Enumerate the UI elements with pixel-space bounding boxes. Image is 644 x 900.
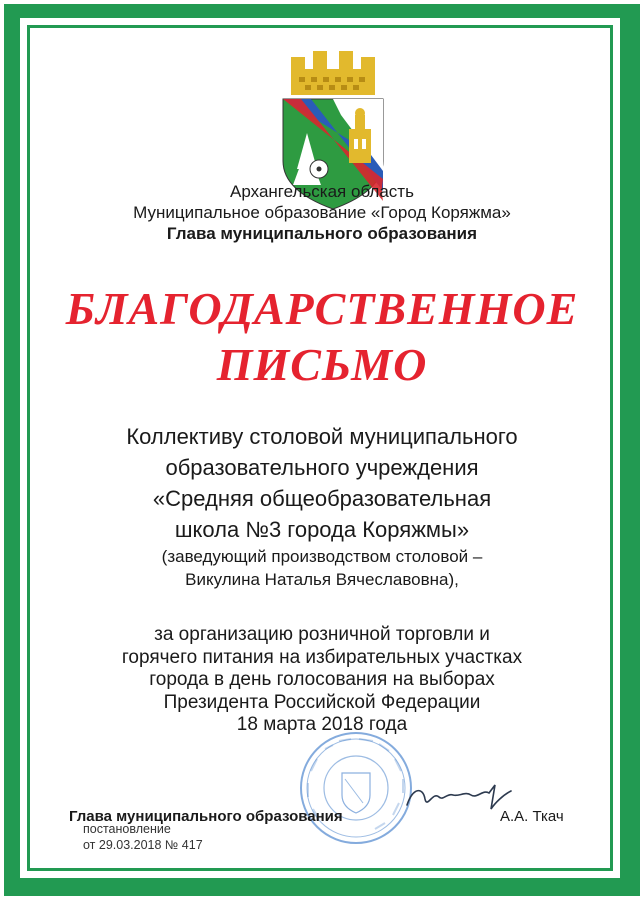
reason-line-5: 18 марта 2018 года <box>236 714 408 735</box>
certificate-document <box>33 31 611 871</box>
recipient-line-4: школа №3 города Коряжмы» <box>174 517 470 542</box>
reason-line-4: Президента Российской Федерации <box>163 691 481 713</box>
title-line-1: БЛАГОДАРСТВЕННОЕ <box>65 283 579 334</box>
reason-line-3: города в день голосования на выборах <box>149 669 495 690</box>
region-line: Архангельская область <box>230 182 414 201</box>
reason-line-1: за организацию розничной торговли и <box>154 624 490 645</box>
recipient-note-1: (заведующий производством столовой – <box>161 547 483 566</box>
recipient-line-1: Коллективу столовой муниципального <box>126 424 518 449</box>
issuer-header <box>33 181 611 244</box>
title-line-2: ПИСЬМО <box>216 339 428 390</box>
reason-block <box>33 624 611 737</box>
official-seal-stamp <box>295 729 417 847</box>
recipient-note-2: Викулина Наталья Вячеславовна), <box>185 570 459 589</box>
signatory-name: А.А. Ткач <box>500 808 564 825</box>
recipient-block <box>33 421 611 591</box>
decree-line-2: от 29.03.2018 № 417 <box>83 838 203 852</box>
reason-line-2: горячего питания на избирательных участках <box>121 646 523 668</box>
municipality-line: Муниципальное образование «Город Коряжма» <box>133 203 511 222</box>
recipient-line-2: образовательного учреждения <box>165 455 479 480</box>
document-title <box>33 281 611 393</box>
decree-reference <box>83 821 203 853</box>
recipient-line-3: «Средняя общеобразовательная <box>152 486 492 511</box>
authority-line: Глава муниципального образования <box>166 224 478 243</box>
signatory-position: Глава муниципального образования <box>69 808 343 825</box>
decree-line-1: постановление <box>83 822 171 836</box>
